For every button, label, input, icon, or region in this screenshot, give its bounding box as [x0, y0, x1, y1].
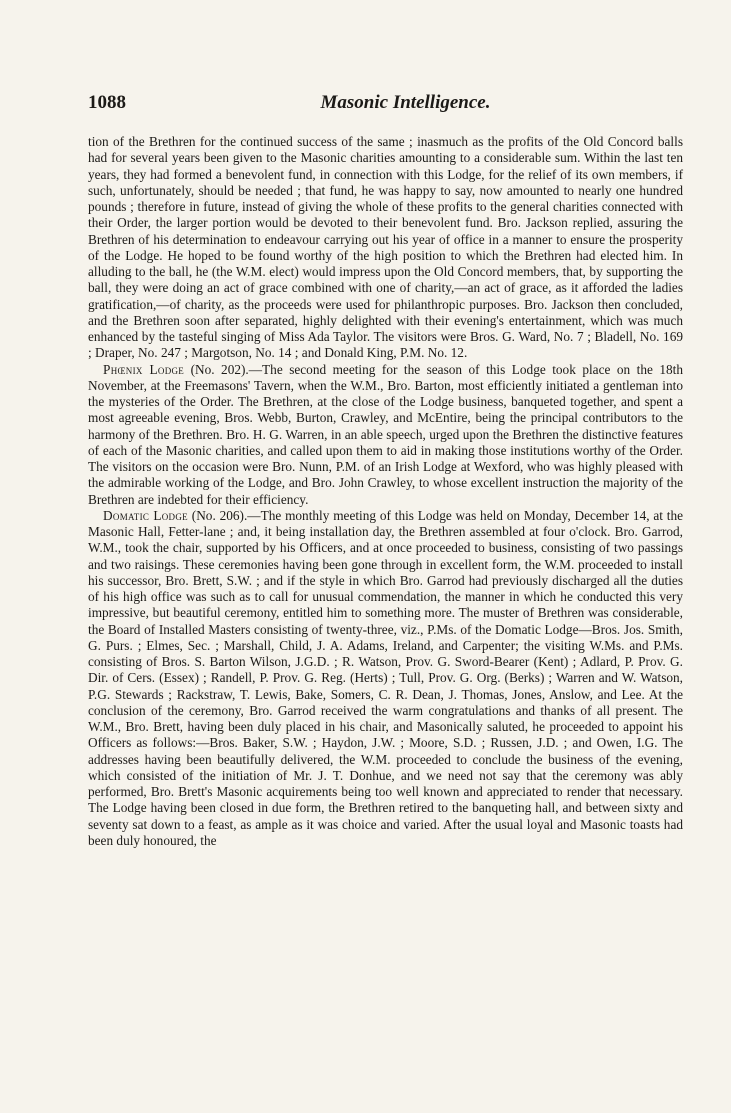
paragraph-old-concord — [88, 134, 683, 362]
page-header — [88, 92, 683, 122]
page-number: 1088 — [88, 92, 126, 113]
paragraph-text: tion of the Brethren for the continued success of the same ; inasmuch as the profits of the Old Concord balls had for several years been given to the Masonic charities amounting to a considerable sum. Within the last ten years, they had formed a benevolent fund, in connection with this Lodge, for the relief of its own members, if such, unfortunately, should be needed ; that fund, he was happy to say, now amounted to nearly one hundred pounds ; therefore in future, instead of giving the whole of these profits to the general charities connected with their Order, the larger portion would be devoted to their benevolent fund. Bro. Jackson replied, assuring the Brethren of his determination to endeavour carrying out his year of office in a manner to ensure the prosperity of the Lodge. He hoped to be found worthy of the high position to which the Brethren had elected him. In alluding to the ball, he (the W.M. elect) would impress upon the Old Concord members, that, by supporting the ball, they were doing an act of grace combined with one of charity,—an act of grace, as it afforded the ladies gratification,—of charity, as the proceeds were used for philanthropic purposes. Bro. Jackson then concluded, and the Brethren soon after separated, highly delighted with their evening's entertainment, which was much enhanced by the tasteful singing of Miss Ada Taylor. The visitors were Bros. G. Ward, No. 7 ; Bladell, No. 169 ; Draper, No. 247 ; Margotson, No. 14 ; and Donald King, P.M. No. 12. — [88, 134, 683, 361]
paragraph-domatic-lodge — [88, 508, 683, 849]
paragraph-phoenix-lodge — [88, 362, 683, 508]
article-body — [88, 134, 683, 849]
paragraph-text: (No. 202).—The second meeting for the season of this Lodge took place on the 18th November, at the Freemasons' Tavern, when the W.M., Bro. Barton, most efficiently initiated a gentleman into the mysteries of the Order. The Brethren, at the close of the Lodge business, banqueted together, and spent a most agreeable evening, Bros. Webb, Burton, Crawley, and McEntire, being the principal contributors to the harmony of the Brethren. Bro. H. G. Warren, in an able speech, urged upon the Brethren the distinctive features of each of the Masonic charities, and called upon them to aid in making those institutions worthy of the Order. The visitors on the occasion were Bro. Nunn, P.M. of an Irish Lodge at Wexford, who was highly pleased with the admirable working of the Lodge, and Bro. John Crawley, to whose excellent instruction the majority of the Brethren are indebted for their efficiency. — [88, 361, 683, 507]
running-title: Masonic Intelligence. — [320, 92, 491, 113]
paragraph-text: (No. 206).—The monthly meeting of this Lodge was held on Monday, December 14, at the Masonic Hall, Fetter-lane ; and, it being installation day, the Brethren assembled at four o'clock. Bro. Garrod, W.M., took the chair, supported by his Officers, and at once proceeded to business, consisting of two passings and two raisings. These ceremonies having been gone through in excellent form, the W.M. proceeded to install his successor, Bro. Brett, S.W. ; and if the style in which Bro. Garrod had previously discharged all the duties of his high office was such as to call for unusual commendation, the manner in which he conducted this very impressive, but beautiful ceremony, entitled him to something more. The muster of Brethren was considerable, the Board of Installed Masters consisting of twenty-three, viz., P.Ms. of the Domatic Lodge—Bros. Jos. Smith, G. Purs. ; Elmes, Sec. ; Marshall, Child, J. A. Adams, Ireland, and Carpenter; the visiting W.Ms. and P.Ms. consisting of Bros. S. Barton Wilson, J.G.D. ; R. Watson, Prov. G. Sword-Bearer (Kent) ; Adlard, P. Prov. G. Dir. of Cers. (Essex) ; Randell, P. Prov. G. Reg. (Herts) ; Tull, Prov. G. Org. (Berks) ; Warren and W. Watson, P.G. Stewards ; Rackstraw, T. Lewis, Bake, Somers, C. R. Dean, J. Thomas, Jones, Anslow, and Lee. At the conclusion of the ceremony, Bro. Garrod received the warm congratulations and thanks of all present. The W.M., Bro. Brett, having been duly placed in his chair, and Masonically saluted, he proceeded to appoint his Officers as follows:—Bros. Baker, S.W. ; Haydon, J.W. ; Moore, S.D. ; Russen, J.D. ; and Owen, I.G. The addresses having been beautifully delivered, the W.M. proceeded to conclude the business of the evening, which consisted of the initiation of Mr. J. T. Donhue, and we need not say that the ceremony was ably performed, Bro. Brett's Masonic acquirements being too well known and appreciated to render that necessary. The Lodge having been closed in due form, the Brethren retired to the banqueting hall, and between sixty and seventy sat down to a feast, as ample as it was choice and varied. After the usual loyal and Masonic toasts had been duly honoured, the — [88, 507, 684, 848]
lodge-name-domatic: Domatic Lodge — [103, 507, 188, 523]
lodge-name-phoenix: Phœnix Lodge — [103, 361, 185, 377]
